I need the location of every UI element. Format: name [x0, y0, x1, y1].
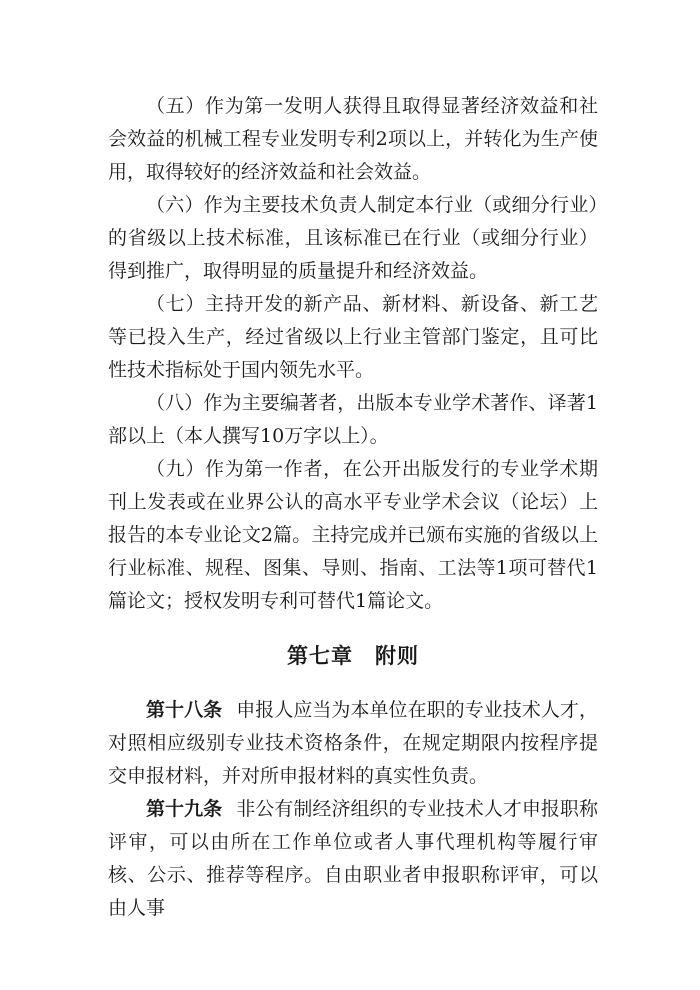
- chapter-number: 第七章: [287, 644, 353, 668]
- item-8: （八）作为主要编著者，出版本专业学术著作、译著1部以上（本人撰写10万字以上）。: [108, 392, 598, 447]
- item-5: （五）作为第一发明人获得且取得显著经济效益和社会效益的机械工程专业发明专利2项以上，并转化为生产使用，取得较好的经济效益和社会效益。: [108, 95, 598, 183]
- item-9: （九）作为第一作者，在公开出版发行的专业学术期刊上发表或在业界公认的高水平专业学术会议（论坛）上报告的本专业论文2篇。主持完成并已颁布实施的省级以上行业标准、规程、图集、导则、指南、工法等1项可替代1篇论文；授权发明专利可替代1篇论文。: [108, 458, 598, 612]
- item-7: （七）主持开发的新产品、新材料、新设备、新工艺等已投入生产，经过省级以上行业主管部门鉴定，且可比性技术指标处于国内领先水平。: [108, 293, 598, 381]
- document-page: [108, 90, 598, 925]
- article-18: [108, 694, 598, 793]
- article-18-label: 第十八条: [146, 699, 223, 721]
- article-18-text: 申报人应当为本单位在职的专业技术人才，对照相应级别专业技术资格条件，在规定期限内按程序提交申报材料，并对所申报材料的真实性负责。: [108, 699, 598, 787]
- article-19-label: 第十九条: [146, 798, 223, 820]
- item-6: （六）作为主要技术负责人制定本行业（或细分行业）的省级以上技术标准，且该标准已在行业（或细分行业）得到推广，取得明显的质量提升和经济效益。: [108, 194, 598, 282]
- chapter-title: 附则: [375, 644, 419, 668]
- article-19-text: 非公有制经济组织的专业技术人才申报职称评审，可以由所在工作单位或者人事代理机构等履行审核、公示、推荐等程序。自由职业者申报职称评审，可以由人事: [108, 798, 598, 919]
- chapter-heading: [108, 641, 598, 671]
- article-19: [108, 793, 598, 925]
